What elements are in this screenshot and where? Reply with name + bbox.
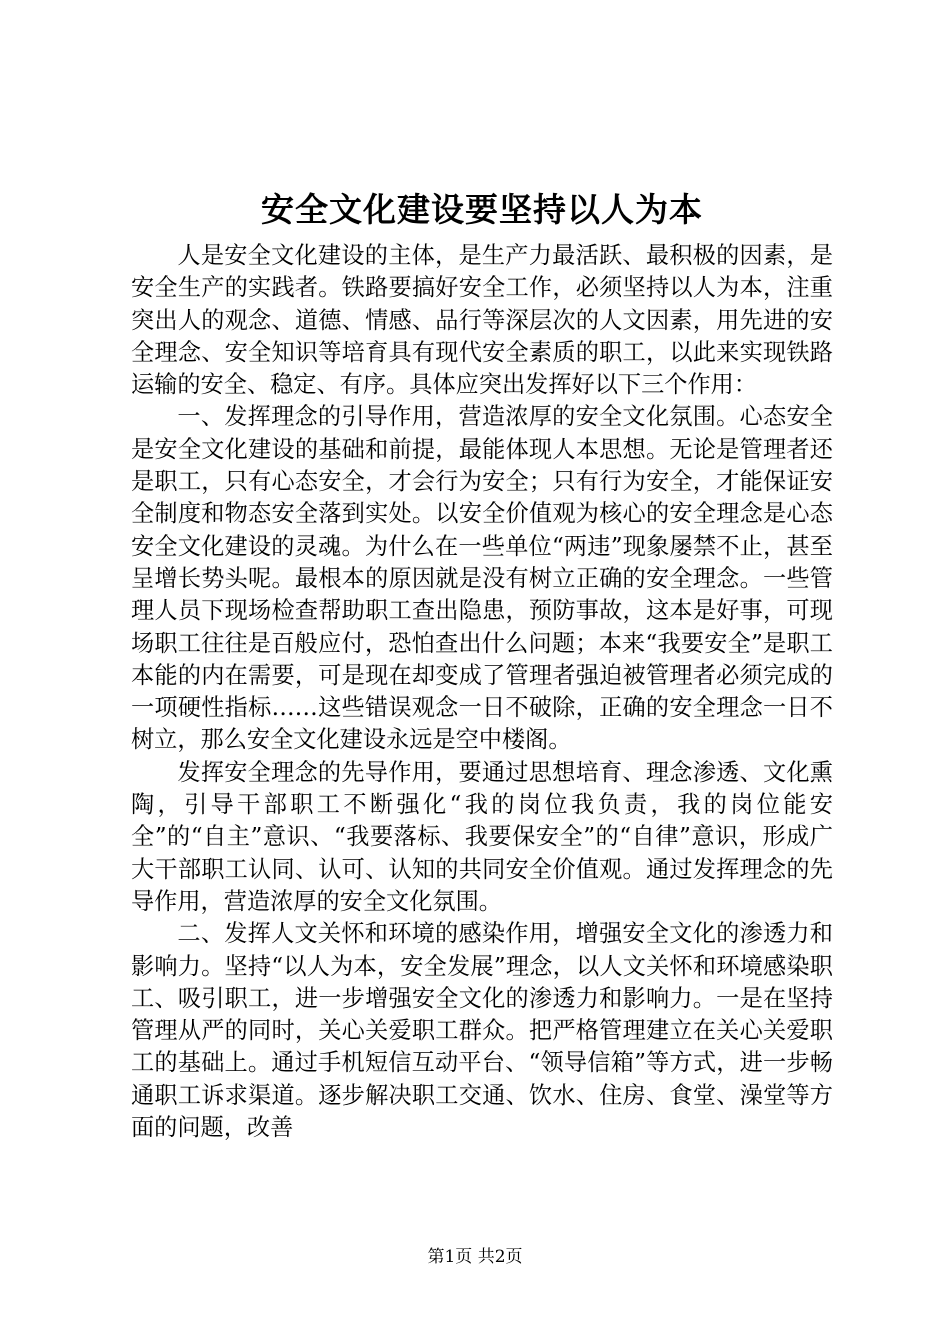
paragraph-2: 一、发挥理念的引导作用，营造浓厚的安全文化氛围。心态安全是安全文化建设的基础和前提，最能体现人本思想。无论是管理者还是职工，只有心态安全，才会行为安全；只有行为安全，才能保证安全制度和物态安全落到实处。以安全价值观为核心的安全理念是心态安全文化建设的灵魂。为什么在一些单位“两违”现象屡禁不止，甚至呈增长势头呢。最根本的原因就是没有树立正确的安全理念。一些管理人员下现场检查帮助职工查出隐患，预防事故，这本是好事，可现场职工往往是百般应付，恐怕查出什么问题；本来“我要安全”是职工本能的内在需要，可是现在却变成了管理者强迫被管理者必须完成的一项硬性指标……这些错误观念一日不破除，正确的安全理念一日不树立，那么安全文化建设永远是空中楼阁。	[131, 403, 833, 754]
document-page	[131, 180, 833, 1144]
paragraph-3: 发挥安全理念的先导作用，要通过思想培育、理念渗透、文化熏陶，引导干部职工不断强化“我的岗位我负责，我的岗位能安全”的“自主”意识、“我要落标、我要保安全”的“自律”意识，形成广大干部职工认同、认可、认知的共同安全价值观。通过发挥理念的先导作用，营造浓厚的安全文化氛围。	[131, 758, 833, 915]
paragraph-4: 二、发挥人文关怀和环境的感染作用，增强安全文化的渗透力和影响力。坚持“以人为本，安全发展”理念，以人文关怀和环境感染职工、吸引职工，进一步增强安全文化的渗透力和影响力。一是在坚持管理从严的同时，关心关爱职工群众。把严格管理建立在关心关爱职工的基础上。通过手机短信互动平台、“领导信箱”等方式，进一步畅通职工诉求渠道。逐步解决职工交通、饮水、住房、食堂、澡堂等方面的问题，改善	[131, 920, 833, 1142]
document-title: 安全文化建设要坚持以人为本	[261, 190, 703, 229]
page-footer: 第1页 共2页	[427, 1247, 523, 1267]
paragraph-1: 人是安全文化建设的主体，是生产力最活跃、最积极的因素，是安全生产的实践者。铁路要搞好安全工作，必须坚持以人为本，注重突出人的观念、道德、情感、品行等深层次的人文因素，用先进的安全理念、安全知识等培育具有现代安全素质的职工，以此来实现铁路运输的安全、稳定、有序。具体应突出发挥好以下三个作用：	[131, 242, 833, 399]
